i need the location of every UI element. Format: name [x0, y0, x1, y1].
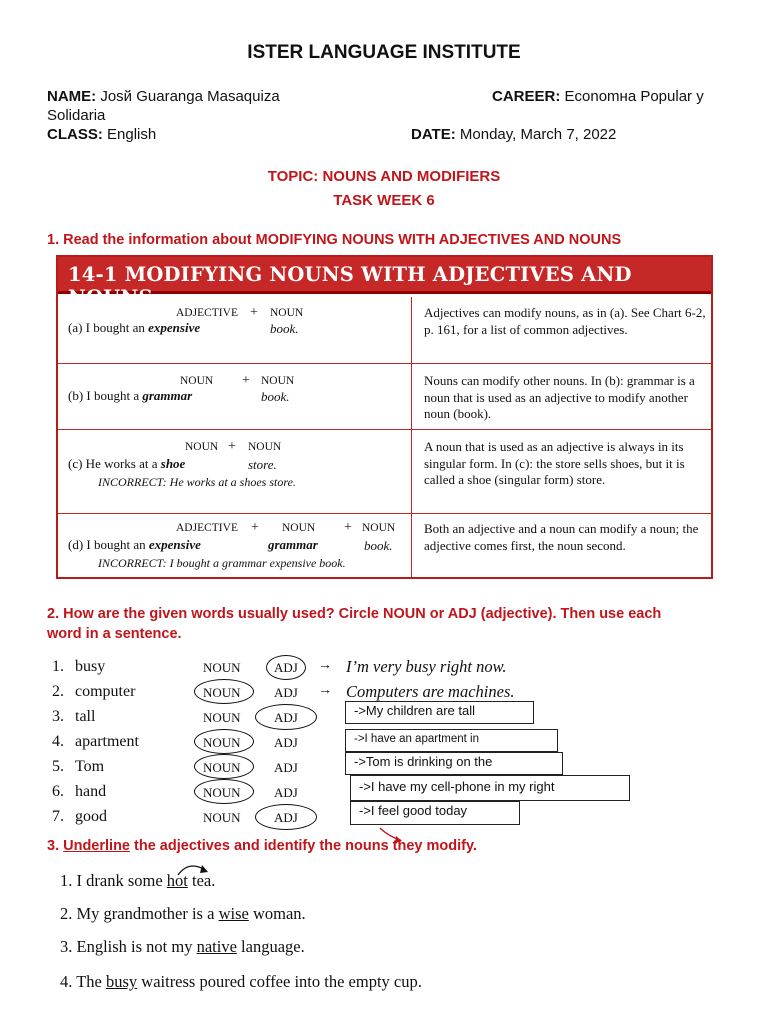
- label-noun: NOUN: [282, 522, 316, 534]
- grammar-chart: [56, 255, 713, 579]
- option-noun[interactable]: NOUN: [203, 660, 241, 675]
- label-plus: +: [228, 439, 236, 454]
- example-c: [68, 456, 185, 472]
- name-value: Josй Guaranga Masaquiza: [100, 88, 280, 105]
- date-label: DATE:: [411, 126, 456, 143]
- sentence-pre: English is not my: [76, 937, 197, 956]
- label-adjective: ADJECTIVE: [176, 307, 238, 319]
- option-adj[interactable]: ADJ: [274, 760, 298, 775]
- example-pre: (a) I bought an: [68, 320, 149, 335]
- item-word: hand: [75, 783, 107, 800]
- label-plus: +: [242, 373, 250, 388]
- name-line: [47, 88, 280, 105]
- example-modifier-2: [268, 537, 318, 553]
- option-adj[interactable]: ADJ: [274, 685, 298, 700]
- class-line: [47, 126, 156, 143]
- label-noun: NOUN: [248, 441, 282, 453]
- option-noun[interactable]: NOUN: [203, 810, 241, 825]
- question-1: 1. Read the information about MODIFYING NOUNS WITH ADJECTIVES AND NOUNS: [47, 232, 622, 248]
- sentence-pre: My grandmother is a: [76, 904, 219, 923]
- sentence-pre: The: [76, 972, 106, 991]
- topic-title: TOPIC: NOUNS AND MODIFIERS: [267, 168, 501, 185]
- chart-heading: 14-1 MODIFYING NOUNS WITH ADJECTIVES AND NOUNS: [68, 263, 632, 309]
- option-adj[interactable]: ADJ: [274, 710, 298, 725]
- option-noun[interactable]: NOUN: [203, 735, 241, 750]
- example-noun: store.: [248, 457, 277, 472]
- item-number: 5.: [52, 758, 64, 775]
- label-noun: NOUN: [185, 441, 219, 453]
- sentence-number: 1.: [60, 871, 73, 890]
- example-modifier: grammar: [142, 388, 193, 403]
- option-adj[interactable]: ADJ: [274, 785, 298, 800]
- label-plus: +: [251, 520, 259, 535]
- example-modifier: shoe: [160, 456, 186, 471]
- example-a: [68, 320, 200, 336]
- career-value: Economнa Popular y: [564, 88, 704, 105]
- item-number: 2.: [52, 683, 64, 700]
- date-value: Monday, March 7, 2022: [459, 126, 617, 143]
- row-divider: [58, 429, 711, 430]
- answer-box[interactable]: ->I have an apartment in: [345, 729, 558, 752]
- question-3-rest: the adjectives and identify the nouns they modify.: [130, 838, 477, 854]
- underlined-adjective: native: [196, 937, 237, 956]
- example-modifier: expensive: [148, 320, 201, 335]
- name-label: NAME:: [47, 88, 97, 105]
- label-noun: NOUN: [180, 375, 214, 387]
- label-plus: +: [250, 305, 258, 320]
- question-2-line-2: word in a sentence.: [47, 626, 182, 642]
- item-word: tall: [75, 708, 96, 725]
- item-number: 1.: [52, 658, 64, 675]
- sentence-2: [60, 904, 306, 924]
- institute-title: ISTER LANGUAGE INSTITUTE: [247, 42, 521, 63]
- answer-box[interactable]: ->Tom is drinking on the: [345, 752, 563, 775]
- label-noun: NOUN: [362, 522, 396, 534]
- answer-box[interactable]: ->I have my cell-phone in my right: [350, 775, 630, 801]
- question-3-underline-word: Underline: [63, 838, 130, 854]
- underlined-adjective: hot: [166, 871, 188, 890]
- incorrect-label: INCORRECT:: [98, 475, 167, 489]
- explanation-b: Nouns can modify other nouns. In (b): grammar is a noun that is used as an adjective to modify another noun (book).: [424, 373, 695, 421]
- example-noun: book.: [261, 389, 290, 404]
- sentence-1: [60, 871, 215, 891]
- option-adj[interactable]: ADJ: [274, 735, 298, 750]
- item-word: busy: [75, 658, 106, 675]
- sentence-number: 2.: [60, 904, 73, 923]
- label-noun: NOUN: [261, 375, 295, 387]
- sentence-pre: I drank some: [76, 871, 167, 890]
- question-3-number: 3.: [47, 838, 60, 854]
- item-word: Tom: [75, 758, 105, 775]
- explanation-c: A noun that is used as an adjective is always in its singular form. In (c): the store sells shoes, but it is called a shoe (singular form) store.: [424, 439, 685, 487]
- chart-header: [58, 257, 711, 309]
- example-d: [68, 537, 201, 553]
- item-number: 4.: [52, 733, 64, 750]
- option-noun[interactable]: NOUN: [203, 785, 241, 800]
- explanation-d: Both an adjective and a noun can modify a noun; the adjective comes first, the noun second.: [424, 521, 699, 553]
- sentence-post: woman.: [248, 904, 306, 923]
- sentence-4: [60, 972, 422, 992]
- answer-box[interactable]: ->My children are tall: [345, 701, 534, 724]
- example-modifier-noun: grammar: [268, 537, 318, 552]
- example-pre: (c) He works at a: [68, 456, 161, 471]
- item-number: 6.: [52, 783, 64, 800]
- item-word: computer: [75, 683, 136, 700]
- label-noun: NOUN: [270, 307, 304, 319]
- example-noun: book.: [364, 538, 393, 553]
- sentence-3: [60, 937, 305, 957]
- question-2-line-1: 2. How are the given words usually used? Circle NOUN or ADJ (adjective). Then use each: [47, 606, 662, 622]
- label-plus: +: [344, 520, 352, 535]
- underlined-adjective: wise: [218, 904, 249, 923]
- sentence-number: 3.: [60, 937, 73, 956]
- career-label: CAREER:: [492, 88, 561, 105]
- career-line: [492, 88, 704, 105]
- incorrect-label: INCORRECT:: [98, 556, 167, 570]
- arrow-icon: →: [318, 683, 332, 698]
- label-adjective: ADJECTIVE: [176, 522, 238, 534]
- explanation-a: Adjectives can modify nouns, as in (a). See Chart 6-2, p. 161, for a list of common adjectives.: [424, 305, 706, 337]
- item-number: 3.: [52, 708, 64, 725]
- sentence-number: 4.: [60, 972, 73, 991]
- column-divider: [411, 297, 412, 577]
- option-noun[interactable]: NOUN: [203, 760, 241, 775]
- example-pre: (b) I bought a: [68, 388, 143, 403]
- example-modifier: expensive: [148, 537, 201, 552]
- item-number: 7.: [52, 808, 64, 825]
- question-3: [47, 838, 477, 854]
- arrow-icon: →: [318, 658, 332, 673]
- row-divider: [58, 513, 711, 514]
- option-adj[interactable]: ADJ: [274, 660, 298, 675]
- class-value: English: [107, 126, 157, 143]
- example-pre: (d) I bought an: [68, 537, 149, 552]
- incorrect-text: He works at a shoes store.: [169, 475, 296, 489]
- incorrect-d: [98, 556, 346, 571]
- answer-sentence: I’m very busy right now.: [346, 657, 507, 676]
- career-continued: Solidaria: [47, 107, 106, 124]
- option-noun[interactable]: NOUN: [203, 710, 241, 725]
- incorrect-text: I bought a grammar expensive book.: [169, 556, 346, 570]
- option-noun[interactable]: NOUN: [203, 685, 241, 700]
- answer-box[interactable]: ->I feel good today: [350, 801, 520, 825]
- example-noun: book.: [270, 321, 299, 336]
- underlined-adjective: busy: [105, 972, 138, 991]
- option-adj[interactable]: ADJ: [274, 810, 298, 825]
- item-word: apartment: [75, 733, 139, 750]
- task-week: TASK WEEK 6: [333, 192, 435, 209]
- incorrect-c: [98, 475, 296, 490]
- class-label: CLASS:: [47, 126, 103, 143]
- sentence-post: language.: [236, 937, 305, 956]
- answer-sentence: Computers are machines.: [346, 682, 515, 701]
- row-divider: [58, 363, 711, 364]
- item-word: good: [75, 808, 107, 825]
- sentence-post: tea.: [187, 871, 216, 890]
- example-b: [68, 388, 192, 404]
- date-line: [411, 126, 616, 143]
- sentence-post: waitress poured coffee into the empty cup.: [137, 972, 422, 991]
